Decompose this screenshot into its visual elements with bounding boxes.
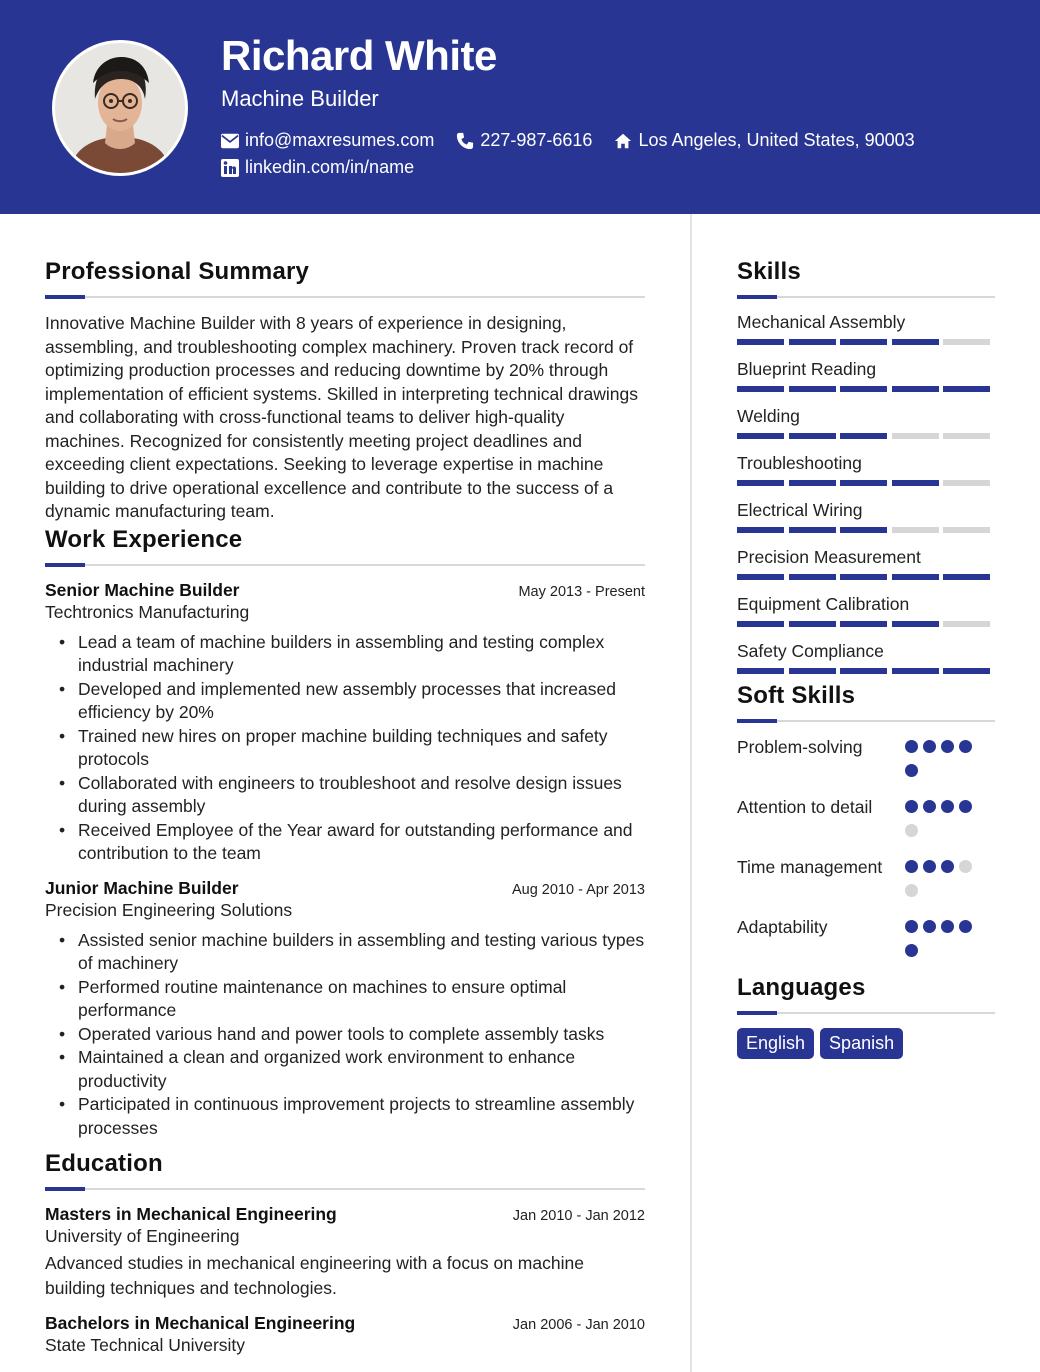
bullet-item: • Operated various hand and power tools to complete assembly tasks xyxy=(59,1023,645,1047)
bullet-item: • Trained new hires on proper machine building techniques and safety protocols xyxy=(59,725,645,772)
skill-level-segment xyxy=(840,433,887,439)
skill-list xyxy=(737,312,995,674)
skill-item xyxy=(737,453,995,486)
job-header xyxy=(45,878,645,899)
soft-skill-item xyxy=(737,736,995,788)
rating-dot xyxy=(959,920,972,933)
summary-text: Innovative Machine Builder with 8 years of experience in designing, assembling, and troubleshooting complex machinery. Proven track record of optimizing production processes and reducing downtime by 20% through implementation of efficient systems. Skilled in interpreting technical drawings and collaborating with cross-functional teams to deliver high-quality machines. Recognized for consistently meeting project deadlines and exceeding client expectations. Seeking to leverage expertise in machine building to drive operational excellence and contribute to the success of a dynamic manufacturing team. xyxy=(45,313,639,521)
job-dates: May 2013 - Present xyxy=(518,583,645,600)
skill-level-segment xyxy=(789,527,836,533)
language-list xyxy=(737,1028,995,1059)
experience-section xyxy=(45,526,645,1141)
soft-skill-rating xyxy=(905,856,977,908)
soft-skill-rating xyxy=(905,796,977,848)
section-rule xyxy=(45,1188,645,1190)
skill-level-segment xyxy=(789,480,836,486)
job-entry xyxy=(45,878,645,1141)
resume-header xyxy=(0,0,1040,214)
skill-level-segment xyxy=(737,621,784,627)
rating-dot xyxy=(905,764,918,777)
skill-item xyxy=(737,641,995,674)
bullet-item: • Maintained a clean and organized work environment to enhance productivity xyxy=(59,1046,645,1093)
skill-name: Troubleshooting xyxy=(737,453,862,473)
profile-photo-icon xyxy=(55,43,185,173)
skill-level-bar xyxy=(737,480,995,486)
education-dates: Jan 2010 - Jan 2012 xyxy=(512,1208,645,1224)
skill-item xyxy=(737,594,995,627)
education-section xyxy=(45,1150,645,1356)
linkedin-text: linkedin.com/in/name xyxy=(245,157,415,177)
language-badge: English xyxy=(737,1028,814,1059)
education-entry xyxy=(45,1204,645,1301)
skill-level-segment xyxy=(840,480,887,486)
skill-level-bar xyxy=(737,527,995,533)
skill-level-bar xyxy=(737,339,995,345)
side-column xyxy=(737,258,995,1059)
education-dates: Jan 2006 - Jan 2010 xyxy=(512,1317,645,1333)
section-title: Professional Summary xyxy=(45,258,310,285)
section-title: Languages xyxy=(737,974,866,1001)
job-position: Junior Machine Builder xyxy=(45,877,239,898)
contact-linkedin[interactable] xyxy=(221,157,414,178)
phone-icon xyxy=(456,132,474,150)
skill-item xyxy=(737,312,995,345)
job-entry xyxy=(45,580,645,866)
skill-level-segment xyxy=(789,386,836,392)
rating-dot xyxy=(905,860,918,873)
contact-location xyxy=(614,130,914,151)
rating-dot xyxy=(905,920,918,933)
bullet-item: • Participated in continuous improvement projects to streamline assembly processes xyxy=(59,1093,645,1140)
linkedin-icon xyxy=(221,159,239,177)
school: State Technical University xyxy=(45,1335,246,1355)
phone-text: 227-987-6616 xyxy=(480,130,593,150)
skill-name: Safety Compliance xyxy=(737,641,884,661)
skill-level-segment xyxy=(737,386,784,392)
skill-level-segment xyxy=(840,386,887,392)
job-bullets xyxy=(59,631,645,866)
skill-level-segment xyxy=(737,339,784,345)
skill-level-segment xyxy=(892,668,939,674)
home-icon xyxy=(614,132,632,150)
rating-dot xyxy=(905,884,918,897)
skill-level-segment xyxy=(789,339,836,345)
soft-skill-name: Time management xyxy=(737,857,883,877)
skill-level-bar xyxy=(737,621,995,627)
job-header xyxy=(45,580,645,601)
skill-level-segment xyxy=(840,527,887,533)
contact-phone[interactable] xyxy=(456,130,592,151)
education-list xyxy=(45,1204,645,1356)
contact-row-2 xyxy=(221,157,436,178)
skill-item xyxy=(737,547,995,580)
soft-skill-name: Problem-solving xyxy=(737,737,863,757)
skill-level-segment xyxy=(789,574,836,580)
skill-level-segment xyxy=(737,480,784,486)
skill-name: Blueprint Reading xyxy=(737,359,877,379)
rating-dot xyxy=(905,944,918,957)
skill-level-segment xyxy=(840,574,887,580)
section-title: Skills xyxy=(737,258,801,285)
rating-dot xyxy=(923,740,936,753)
section-rule xyxy=(737,720,995,722)
section-title: Education xyxy=(45,1150,163,1177)
rating-dot xyxy=(923,860,936,873)
skill-level-segment xyxy=(737,433,784,439)
summary-section xyxy=(45,258,645,524)
skill-level-segment xyxy=(789,621,836,627)
avatar xyxy=(52,40,188,176)
main-column xyxy=(45,258,645,1368)
soft-skill-list xyxy=(737,736,995,968)
job-title: Machine Builder xyxy=(221,86,379,111)
skill-name: Precision Measurement xyxy=(737,547,921,567)
skill-level-segment xyxy=(840,339,887,345)
soft-skill-rating xyxy=(905,916,977,968)
skill-level-segment xyxy=(789,668,836,674)
bullet-item: • Received Employee of the Year award for outstanding performance and contribution to the team xyxy=(59,819,645,866)
bullet-item: • Developed and implemented new assembly processes that increased efficiency by 20% xyxy=(59,678,645,725)
education-description: Advanced studies in mechanical engineering with a focus on machine building techniques and technologies. xyxy=(45,1253,584,1298)
rating-dot xyxy=(941,920,954,933)
soft-skill-item xyxy=(737,796,995,848)
soft-skills-section xyxy=(737,682,995,968)
bullet-item: • Collaborated with engineers to troubleshoot and resolve design issues during assembly xyxy=(59,772,645,819)
school: University of Engineering xyxy=(45,1226,240,1246)
skill-level-bar xyxy=(737,668,995,674)
skill-level-segment xyxy=(840,668,887,674)
soft-skill-rating xyxy=(905,736,977,788)
rating-dot xyxy=(941,740,954,753)
skill-level-segment xyxy=(737,527,784,533)
skill-level-segment xyxy=(840,621,887,627)
contact-row xyxy=(221,130,937,151)
skill-level-segment xyxy=(892,574,939,580)
skill-level-segment xyxy=(943,621,990,627)
skill-level-bar xyxy=(737,386,995,392)
rating-dot xyxy=(959,800,972,813)
rating-dot xyxy=(941,800,954,813)
degree: Masters in Mechanical Engineering xyxy=(45,1204,337,1224)
skill-item xyxy=(737,406,995,439)
skill-name: Mechanical Assembly xyxy=(737,312,906,332)
bullet-item: • Lead a team of machine builders in assembling and testing complex industrial machinery xyxy=(59,631,645,678)
soft-skill-name: Adaptability xyxy=(737,917,828,937)
education-header xyxy=(45,1204,645,1225)
job-dates: Aug 2010 - Apr 2013 xyxy=(511,881,645,898)
skill-level-bar xyxy=(737,574,995,580)
soft-skill-item xyxy=(737,856,995,908)
skill-level-segment xyxy=(789,433,836,439)
skill-level-segment xyxy=(943,339,990,345)
job-position: Senior Machine Builder xyxy=(45,579,240,600)
rating-dot xyxy=(959,860,972,873)
job-list xyxy=(45,580,645,1141)
rating-dot xyxy=(923,800,936,813)
soft-skill-item xyxy=(737,916,995,968)
skill-level-segment xyxy=(892,386,939,392)
rating-dot xyxy=(905,740,918,753)
education-header xyxy=(45,1313,645,1334)
rating-dot xyxy=(905,800,918,813)
job-bullets xyxy=(59,929,645,1141)
email-text: info@maxresumes.com xyxy=(245,130,435,150)
skills-section xyxy=(737,258,995,674)
skill-level-segment xyxy=(737,574,784,580)
rating-dot xyxy=(941,860,954,873)
column-divider xyxy=(690,214,692,1372)
rating-dot xyxy=(959,740,972,753)
skill-level-segment xyxy=(943,480,990,486)
section-rule xyxy=(737,1012,995,1014)
skill-level-segment xyxy=(892,433,939,439)
skill-level-segment xyxy=(892,339,939,345)
languages-section xyxy=(737,974,995,1059)
job-company: Precision Engineering Solutions xyxy=(45,899,293,920)
skill-level-segment xyxy=(943,574,990,580)
skill-level-segment xyxy=(943,386,990,392)
contact-email[interactable] xyxy=(221,130,434,151)
skill-name: Welding xyxy=(737,406,800,426)
skill-level-segment xyxy=(737,668,784,674)
skill-level-segment xyxy=(892,480,939,486)
skill-level-segment xyxy=(943,433,990,439)
section-rule xyxy=(45,564,645,566)
education-entry xyxy=(45,1313,645,1356)
job-company: Techtronics Manufacturing xyxy=(45,601,250,622)
language-badge: Spanish xyxy=(820,1028,903,1059)
section-rule xyxy=(45,296,645,298)
location-text: Los Angeles, United States, 90003 xyxy=(638,130,915,150)
rating-dot xyxy=(923,920,936,933)
skill-item xyxy=(737,500,995,533)
skill-level-segment xyxy=(892,621,939,627)
skill-item xyxy=(737,359,995,392)
section-title: Work Experience xyxy=(45,525,243,553)
skill-name: Electrical Wiring xyxy=(737,500,863,520)
skill-level-bar xyxy=(737,433,995,439)
bullet-item: • Performed routine maintenance on machines to ensure optimal performance xyxy=(59,976,645,1023)
skill-level-segment xyxy=(943,527,990,533)
rating-dot xyxy=(905,824,918,837)
skill-level-segment xyxy=(943,668,990,674)
soft-skill-name: Attention to detail xyxy=(737,797,873,817)
skill-name: Equipment Calibration xyxy=(737,594,910,614)
envelope-icon xyxy=(221,132,239,150)
bullet-item: • Assisted senior machine builders in assembling and testing various types of machinery xyxy=(59,929,645,976)
candidate-name: Richard White xyxy=(221,32,497,79)
section-rule xyxy=(737,296,995,298)
degree: Bachelors in Mechanical Engineering xyxy=(45,1313,356,1333)
section-title: Soft Skills xyxy=(737,682,856,709)
skill-level-segment xyxy=(892,527,939,533)
